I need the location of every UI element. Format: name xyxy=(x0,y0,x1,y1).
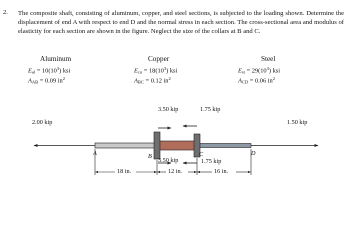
point-b-label: B xyxy=(148,153,152,160)
load-right-label: 1.50 kip xyxy=(287,119,308,126)
steel-modulus: $E_{st} = 29(10^3)$ ksi xyxy=(238,66,281,75)
dim-ab-label: 18 in. xyxy=(117,168,132,175)
copper-modulus: $E_{cu} = 18(10^3)$ ksi xyxy=(134,66,178,75)
point-d-label: D xyxy=(251,150,256,157)
point-c-label: C xyxy=(199,151,204,158)
aluminum-modulus: $E_{al} = 10(10^3)$ ksi xyxy=(28,66,71,75)
copper-area: $A_{BC} = 0.12$ $in^2$ xyxy=(134,76,171,85)
problem-number: 2. xyxy=(3,9,8,16)
load-bottom-b-label: 3.50 kip xyxy=(158,157,179,164)
point-a-label: A xyxy=(93,150,97,157)
steel-heading: Steel xyxy=(261,55,276,63)
copper-section xyxy=(157,141,197,150)
steel-section xyxy=(197,144,251,148)
load-top-b-label: 3.50 kip xyxy=(158,106,179,113)
aluminum-area: $A_{AB} = 0.09$ $in^2$ xyxy=(28,76,65,85)
load-bottom-c-label: 1.75 kip xyxy=(201,158,222,165)
dim-bc-label: 12 in. xyxy=(168,168,183,175)
load-left-label: 2.00 kip xyxy=(32,119,53,126)
problem-statement: The composite shaft, consisting of aluminum, copper, and steel sections, is subjected to the loading shown. Determine the displacement of end A with respect to end D and the normal stress in each section. The cross-sectional area and modulus of elasticity for each section are shown in the figure. Neglect the size of the collars at B and C. xyxy=(18,10,344,36)
load-top-c-label: 1.75 kip xyxy=(200,106,221,113)
aluminum-heading: Aluminum xyxy=(40,55,72,63)
collar-b xyxy=(154,132,160,159)
steel-area: $A_{CD} = 0.06$ $in^2$ xyxy=(238,76,275,85)
aluminum-section xyxy=(95,143,157,148)
copper-heading: Copper xyxy=(148,55,170,63)
dim-cd-label: 16 in. xyxy=(214,168,229,175)
